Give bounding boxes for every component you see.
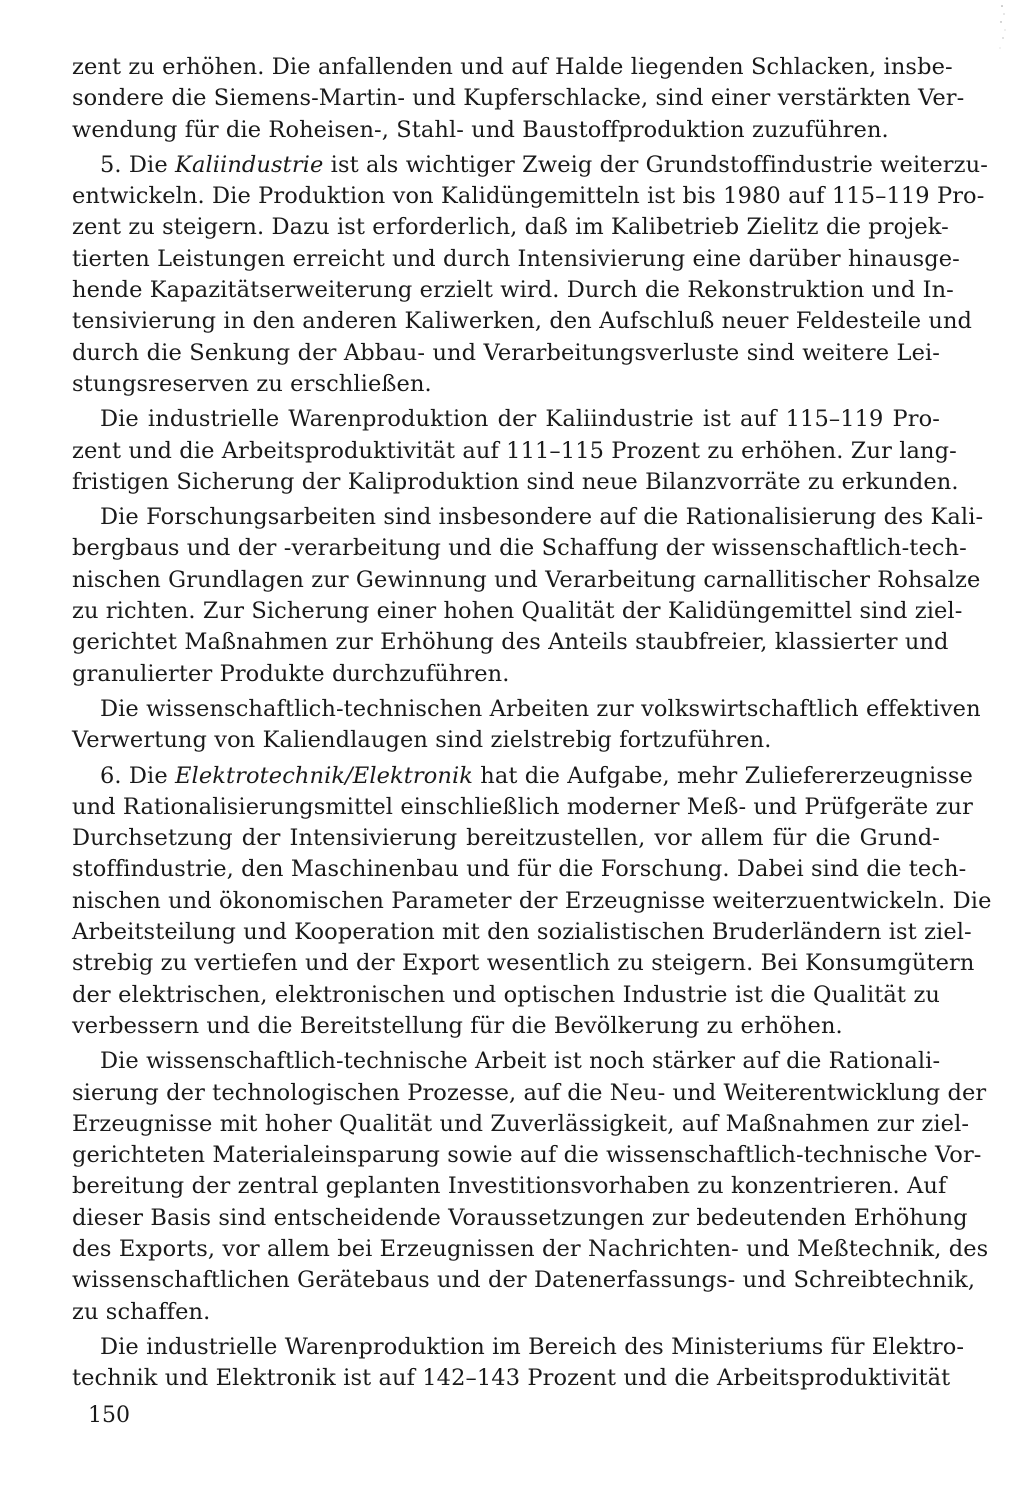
text-line: Die wissenschaftlich-technische Arbeit ist noch stärker auf die Rationali- [100,1048,941,1075]
text-line: Durchsetzung der Intensivierung bereitzustellen, vor allem für die Grund- [72,825,940,852]
text-line: tierten Leistungen erreicht und durch Intensivierung eine darüber hinausge- [72,245,960,272]
text-line: sondere die Siemens-Martin- und Kupferschlacke, sind einer verstärkten Ver- [72,85,965,112]
text-line: stungsreserven zu erschließen. [72,370,432,397]
text-line: bergbaus und der -verarbeitung und die Schaffung der wissenschaftlich-tech- [72,535,967,562]
section-number: 5. Die [100,151,176,178]
text-line: stoffindustrie, den Maschinenbau und für die Forschung. Dabei sind die tech- [72,856,967,883]
section-term: Kaliindustrie [175,151,324,178]
text-line: zent zu erhöhen. Die anfallenden und auf Halde liegenden Schlacken, insbe- [72,54,953,80]
text-line: nischen Grundlagen zur Gewinnung und Verarbeitung carnallitischer Rohsalze [72,566,981,593]
text-line: Die industrielle Warenproduktion im Bereich des Ministeriums für Elektro- [100,1333,965,1360]
text-line: sierung der technologischen Prozesse, auf die Neu- und Weiterentwicklung der [72,1079,987,1106]
paragraph [72,52,965,146]
text-line: strebig zu vertiefen und der Export wesentlich zu steigern. Bei Konsumgütern [72,950,975,977]
paragraph [72,502,984,690]
text-line: gerichtet Maßnahmen zur Erhöhung des Anteils staubfreier, klassierter und [72,629,949,656]
text-line: Die industrielle Warenproduktion der Kaliindustrie ist auf 115–119 Pro- [100,406,940,433]
text-line: und Rationalisierungsmittel einschließlich moderner Meß- und Prüfgeräte zur [72,793,973,820]
text-line: der elektrischen, elektronischen und optischen Industrie ist die Qualität zu [72,981,940,1008]
page-number: 150 [88,1403,130,1428]
text-line: zent zu steigern. Dazu ist erforderlich, daß im Kalibetrieb Zielitz die projek- [72,214,949,241]
text-line: wissenschaftlichen Gerätebaus und der Datenerfassungs- und Schreibtechnik, [72,1267,976,1294]
paragraph [72,150,988,400]
text-line: nischen und ökonomischen Parameter der Erzeugnisse weiterzuentwickeln. Die [72,887,992,914]
paragraph [72,761,992,1043]
section-number: 6. Die [100,762,176,789]
paragraph [72,404,959,498]
text-line: tensivierung in den anderen Kaliwerken, den Aufschluß neuer Feldesteile und [72,308,973,335]
text-line: fristigen Sicherung der Kaliproduktion sind neue Bilanzvorräte zu erkunden. [72,468,959,495]
text-line: granulierter Produkte durchzuführen. [72,660,510,687]
text-line: Verwertung von Kaliendlaugen sind zielstrebig fortzuführen. [72,727,772,754]
text-line: gerichteten Materialeinsparung sowie auf die wissenschaftlich-technische Vor- [72,1142,982,1169]
scan-artifact-icon [992,0,1016,60]
text-line [72,761,973,792]
text-line [72,150,988,181]
text-line: dieser Basis sind entscheidende Voraussetzungen zur bedeutenden Erhöhung [72,1204,968,1231]
text-line: Erzeugnisse mit hoher Qualität und Zuverlässigkeit, auf Maßnahmen zur ziel- [72,1110,970,1137]
page-body [72,52,992,1394]
text-line: Die Forschungsarbeiten sind insbesondere auf die Rationalisierung des Kali- [100,504,984,531]
text-line: hende Kapazitätserweiterung erzielt wird. Durch die Rekonstruktion und In- [72,277,954,304]
text-line: Die wissenschaftlich-technischen Arbeiten zur volkswirtschaftlich effektiven [100,695,981,722]
section-term: Elektrotechnik/Elektronik [175,762,474,789]
text-line: des Exports, vor allem bei Erzeugnissen der Nachrichten- und Meßtechnik, des [72,1235,989,1262]
section-text: hat die Aufgabe, mehr Zuliefererzeugnisse [473,762,973,789]
text-line: bereitung der zentral geplanten Investitionsvorhaben zu konzentrieren. Auf [72,1173,947,1200]
text-line: Arbeitsteilung und Kooperation mit den sozialistischen Bruderländern ist ziel- [72,919,972,946]
text-line: zu richten. Zur Sicherung einer hohen Qualität der Kalidüngemittel sind ziel- [72,598,963,625]
text-line: zu schaffen. [72,1298,211,1325]
text-line: technik und Elektronik ist auf 142–143 Prozent und die Arbeitsproduktivität [72,1365,951,1392]
section-text: ist als wichtiger Zweig der Grundstoffindustrie weiterzu- [323,151,988,178]
paragraph [72,1046,989,1328]
paragraph [72,694,981,757]
text-line: zent und die Arbeitsproduktivität auf 111–115 Prozent zu erhöhen. Zur lang- [72,437,957,464]
paragraph [72,1332,965,1395]
text-line: durch die Senkung der Abbau- und Verarbeitungsverluste sind weitere Lei- [72,339,940,366]
text-line: entwickeln. Die Produktion von Kalidüngemitteln ist bis 1980 auf 115–119 Pro- [72,183,985,210]
text-line: wendung für die Roheisen-, Stahl- und Baustoffproduktion zuzuführen. [72,116,889,143]
text-line: verbessern und die Bereitstellung für die Bevölkerung zu erhöhen. [72,1012,843,1039]
